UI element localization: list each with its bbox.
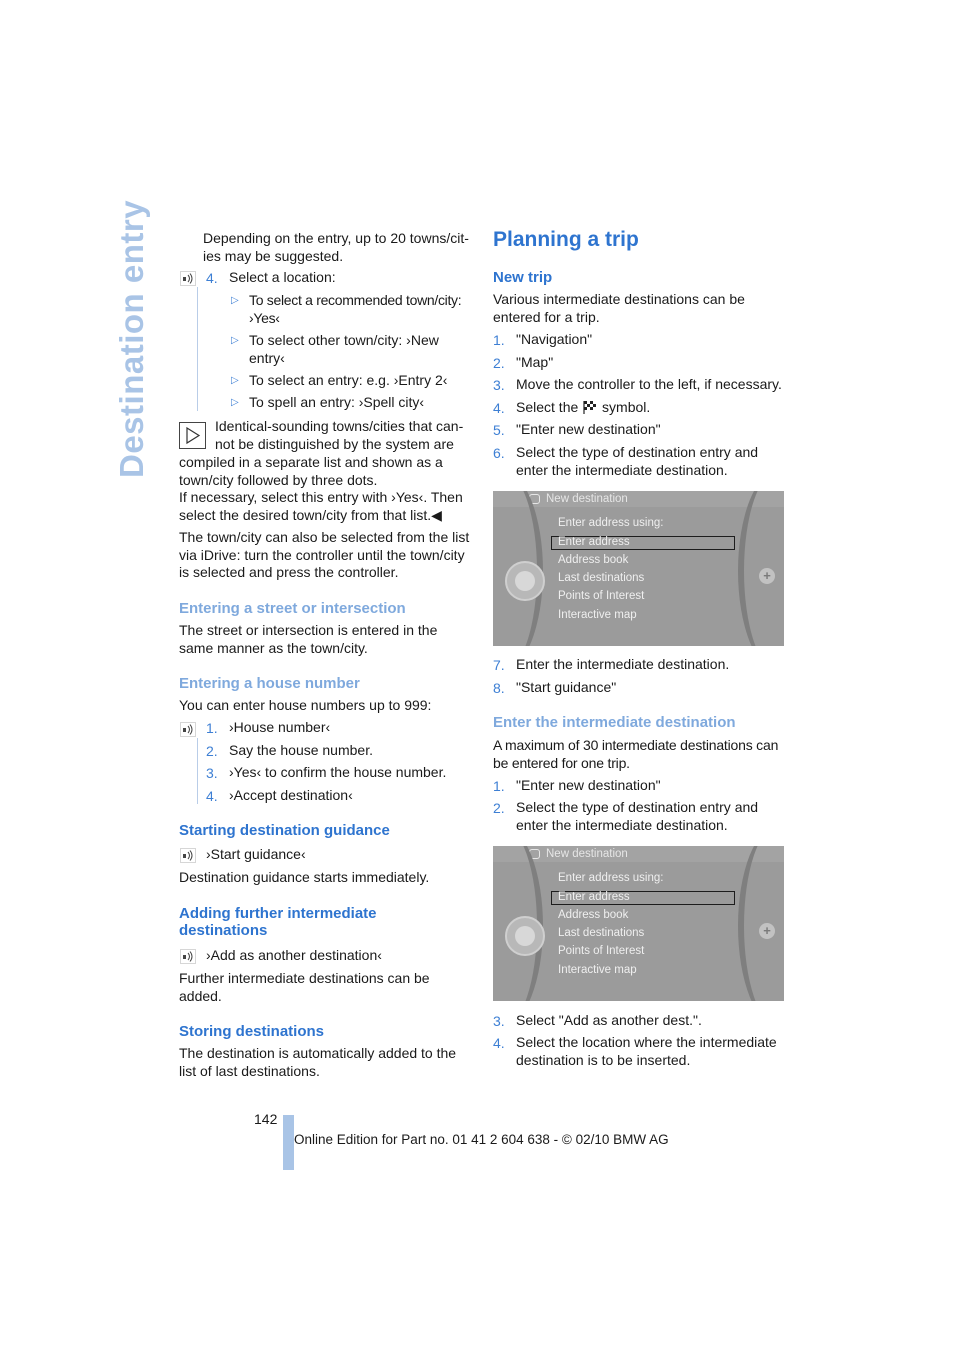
bullet-triangle-icon: ▷ [231, 375, 239, 386]
sub-option-entry: To select an entry: e.g. ›Entry 2‹ [249, 372, 448, 388]
checkered-flag-icon [582, 400, 598, 414]
voice-command-text: ›Start guidance‹ [206, 846, 306, 862]
idrive-text: The town/city can also be selected from the list via iDrive: turn the controller until the town/city is selected and press the controller. [179, 529, 470, 580]
screen-arc-right [738, 491, 784, 646]
page-number: 142 [254, 1111, 278, 1127]
further-text: Further intermediate destinations can be added. [179, 970, 430, 1004]
step-text: Say the house number. [229, 742, 373, 758]
step-number: 4. [493, 1035, 505, 1051]
step-number: 3. [493, 1013, 505, 1029]
voice-command-icon [180, 848, 196, 863]
heading-enter-intermediate: Enter the intermediate destination [493, 714, 736, 731]
sub-option-other: To select other town/city: ›New entry‹ [249, 332, 439, 366]
voice-command-icon [180, 271, 196, 286]
step-text: ›Accept destination‹ [229, 787, 353, 803]
step-text: ›Yes‹ to confirm the house number. [229, 764, 447, 780]
heading-further-2: destinations [179, 922, 268, 939]
footer-edition: Online Edition for Part no. 01 41 2 604 638 - © 02/10 BMW AG [294, 1132, 669, 1147]
step-text: Select a location: [229, 269, 336, 285]
screen-menu-item: Address book [558, 909, 629, 921]
voice-command-icon [180, 722, 196, 737]
heading-start-guidance: Starting destination guidance [179, 822, 390, 839]
step-number: 2. [493, 355, 505, 371]
screen-menu-item: Address book [558, 554, 629, 566]
screen-menu-item: Points of Interest [558, 590, 645, 602]
footer-accent-bar [283, 1115, 294, 1170]
screen-menu-item: Points of Interest [558, 945, 645, 957]
note-box [179, 422, 206, 449]
step-text: Move the controller to the left, if necessary. [516, 376, 782, 392]
note-play-icon [180, 423, 205, 448]
step-text: "Enter new destination" [516, 421, 661, 437]
step-number: 5. [493, 422, 505, 438]
step-number: 3. [206, 765, 218, 781]
step-number: 7. [493, 657, 505, 673]
screen-menu-header: Enter address using: [558, 517, 664, 529]
step-text: Select the type of destination entry and enter the intermediate destination. [516, 444, 759, 478]
step-text-part: symbol. [602, 399, 651, 415]
plus-icon: + [759, 568, 775, 584]
screen-menu-item: Enter address [558, 536, 630, 548]
note-text-2: If necessary, select this entry with ›Yes‹. Then select the desired town/city from that list.◀ [179, 489, 463, 523]
screen-menu-item: Interactive map [558, 964, 637, 976]
step-text: "Start guidance" [516, 679, 617, 695]
screen-menu-item: Last destinations [558, 572, 645, 584]
voice-command-icon [180, 949, 196, 964]
step-text: Select the location where the intermediate destination is to be inserted. [516, 1034, 777, 1068]
screen-arc-right [738, 846, 784, 1001]
step-text: ›House number‹ [229, 719, 331, 735]
new-trip-text: Various intermediate destinations can be entered for a trip. [493, 291, 745, 325]
step-number: 3. [493, 377, 505, 393]
heading-storing: Storing destinations [179, 1023, 325, 1040]
step-text-part: Select the [516, 399, 579, 415]
step-text [516, 399, 650, 417]
step-text: "Navigation" [516, 331, 593, 347]
screen-menu-item: Enter address [558, 891, 630, 903]
step-number: 4. [493, 400, 505, 416]
page-title: Planning a trip [493, 228, 639, 251]
step-number: 4. [206, 270, 218, 286]
step-number: 8. [493, 680, 505, 696]
plus-icon: + [759, 923, 775, 939]
step-number: 2. [206, 743, 218, 759]
screen-menu-item: Last destinations [558, 927, 645, 939]
bullet-triangle-icon: ▷ [231, 397, 239, 408]
step-text: "Enter new destination" [516, 777, 661, 793]
steps-margin-line [197, 738, 198, 804]
house-intro: You can enter house numbers up to 999: [179, 697, 432, 713]
screen-title: New destination [546, 493, 628, 505]
step-text: "Map" [516, 354, 554, 370]
step-text: Enter the intermediate destination. [516, 656, 730, 672]
sub-option-spell: To spell an entry: ›Spell city‹ [249, 394, 425, 410]
heading-street: Entering a street or intersection [179, 600, 406, 617]
heading-new-trip: New trip [493, 269, 553, 286]
step-number: 4. [206, 788, 218, 804]
step-number: 1. [493, 332, 505, 348]
voice-command-text: ›Add as another destination‹ [206, 947, 382, 963]
idrive-screenshot [493, 491, 784, 646]
intermediate-text: A maximum of 30 intermediate destinations can be entered for one trip. [493, 737, 779, 771]
screen-menu-item: Interactive map [558, 609, 637, 621]
step-number: 1. [493, 778, 505, 794]
idrive-screenshot [493, 846, 784, 1001]
note-line-1: Identical-sounding towns/cities that can- [215, 418, 464, 434]
step-text: Select "Add as another dest.". [516, 1012, 702, 1028]
section-side-title [112, 199, 156, 478]
bullet-triangle-icon: ▷ [231, 295, 239, 306]
note-line-2: not be distinguished by the system are [215, 436, 454, 452]
step-number: 6. [493, 445, 505, 461]
step-text: Select the type of destination entry and enter the intermediate destination. [516, 799, 759, 833]
section-side-title-text: Destination entry [113, 199, 150, 478]
intro-text: Depending on the entry, up to 20 towns/cit-ies may be suggested. [203, 230, 469, 264]
controller-knob-center [515, 571, 535, 591]
screen-title: New destination [546, 848, 628, 860]
heading-further-1: Adding further intermediate [179, 905, 377, 922]
step-number: 2. [493, 800, 505, 816]
steps-margin-line [197, 287, 198, 411]
note-text: compiled in a separate list and shown as a town/city followed by three dots. [179, 454, 443, 488]
step-number: 1. [206, 720, 218, 736]
storing-text: The destination is automatically added to the list of last destinations. [179, 1045, 457, 1079]
heading-house-number: Entering a house number [179, 675, 360, 692]
bullet-triangle-icon: ▷ [231, 335, 239, 346]
street-text: The street or intersection is entered in the same manner as the town/city. [179, 622, 438, 656]
sub-option-recommended: To select a recommended town/city: ›Yes‹ [249, 292, 462, 326]
start-text: Destination guidance starts immediately. [179, 869, 430, 885]
controller-knob-center [515, 926, 535, 946]
screen-menu-header: Enter address using: [558, 872, 664, 884]
